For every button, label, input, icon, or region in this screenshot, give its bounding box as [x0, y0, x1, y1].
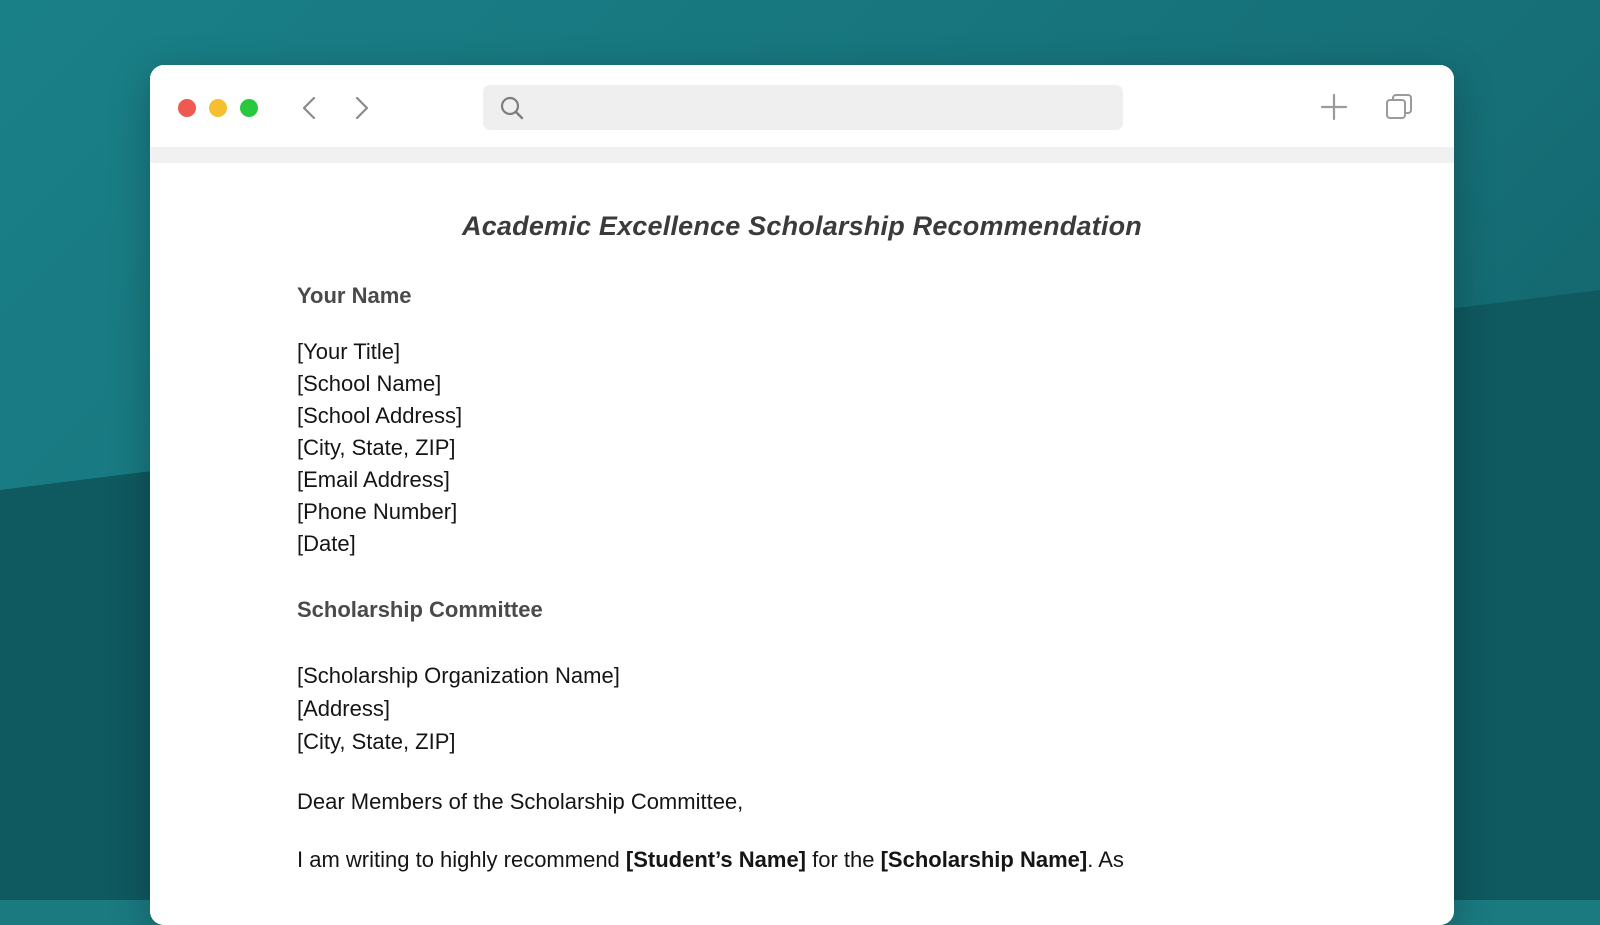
document-page: [150, 163, 1454, 925]
scholarship-name-placeholder: [Scholarship Name]: [880, 847, 1088, 872]
sender-line: [City, State, ZIP]: [297, 435, 456, 460]
recipient-heading: Scholarship Committee: [297, 597, 543, 622]
recipient-line: [Address]: [297, 696, 390, 721]
tab-overview-button[interactable]: [1383, 91, 1415, 123]
address-bar[interactable]: [483, 85, 1123, 130]
address-input[interactable]: [535, 85, 1109, 132]
sender-line: [Date]: [297, 531, 356, 556]
tabs-overview-icon: [1383, 91, 1415, 123]
body-text: . As: [1087, 847, 1124, 872]
search-icon: [499, 95, 525, 121]
body-paragraph: [297, 847, 1124, 873]
salutation: Dear Members of the Scholarship Committee,: [297, 789, 744, 814]
chevron-right-icon: [346, 93, 376, 123]
plus-icon: [1318, 91, 1350, 123]
sender-line: [School Address]: [297, 403, 463, 428]
close-window-button[interactable]: [178, 99, 196, 117]
browser-toolbar: [150, 65, 1454, 147]
back-button[interactable]: [295, 93, 325, 123]
toolbar-divider: [150, 147, 1454, 163]
recipient-line: [Scholarship Organization Name]: [297, 663, 620, 688]
sender-heading: Your Name: [297, 283, 412, 308]
recipient-line: [City, State, ZIP]: [297, 729, 456, 754]
forward-button[interactable]: [346, 93, 376, 123]
document-title: Academic Excellence Scholarship Recommendation: [462, 211, 1142, 241]
sender-line: [Your Title]: [297, 339, 401, 364]
browser-window: [150, 65, 1454, 925]
zoom-window-button[interactable]: [240, 99, 258, 117]
sender-line: [Email Address]: [297, 467, 450, 492]
sender-line: [School Name]: [297, 371, 442, 396]
new-tab-button[interactable]: [1318, 91, 1350, 123]
minimize-window-button[interactable]: [209, 99, 227, 117]
sender-line: [Phone Number]: [297, 499, 458, 524]
chevron-left-icon: [295, 93, 325, 123]
student-name-placeholder: [Student’s Name]: [625, 847, 806, 872]
body-text: I am writing to highly recommend: [297, 847, 626, 872]
body-text: for the: [806, 847, 881, 872]
